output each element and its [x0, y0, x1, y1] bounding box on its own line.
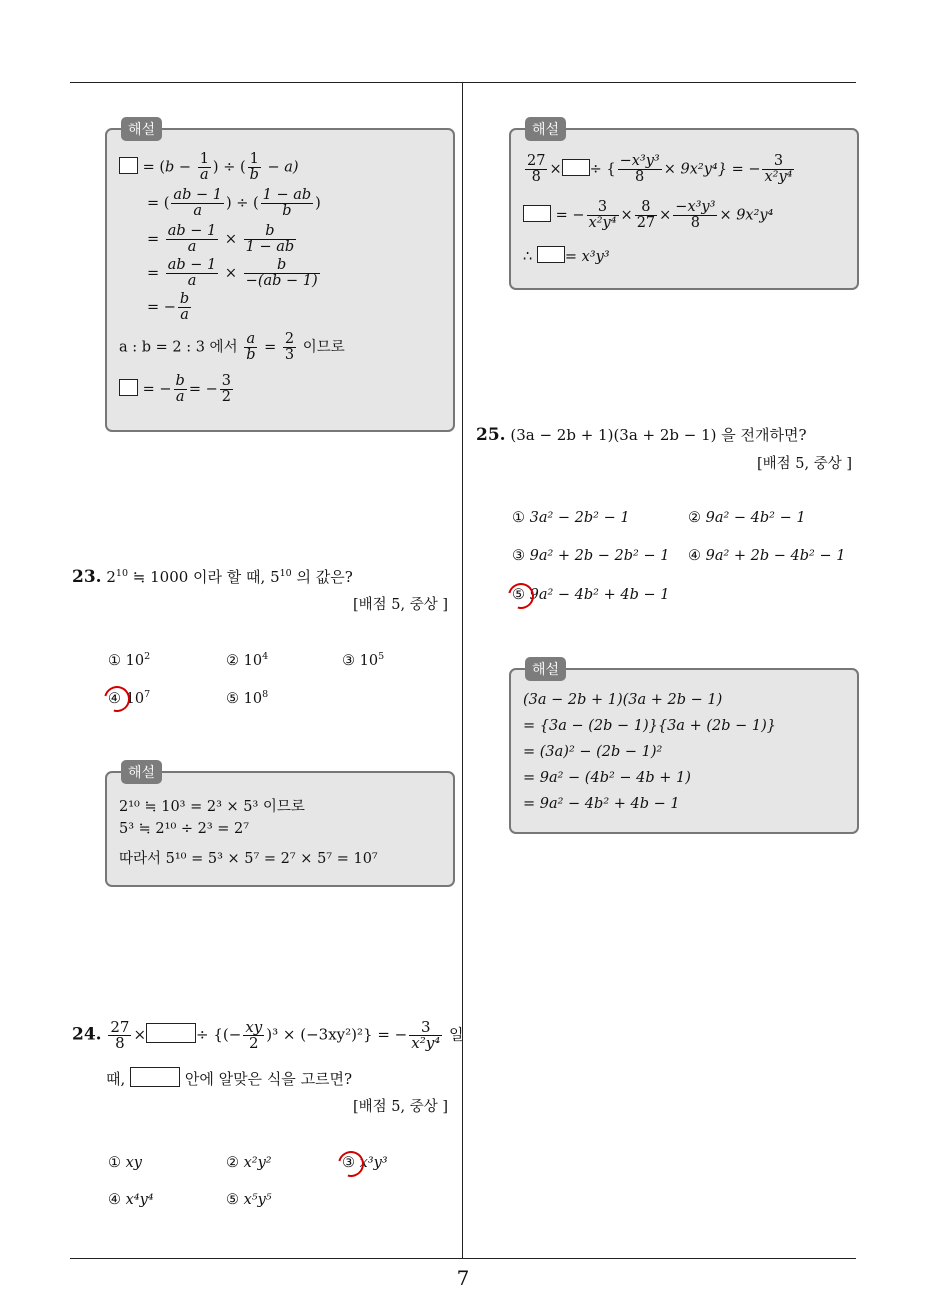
q25-sol-line3: = (3a)² − (2b − 1)² — [523, 744, 663, 760]
answer-box — [523, 205, 551, 222]
q23-sol-line2: 5³ ≒ 2¹⁰ ÷ 2³ = 2⁷ — [119, 821, 250, 837]
q24-option-1[interactable]: ① xy — [108, 1155, 142, 1171]
q24-sol-line2: = − $\frac{3}{\text{x²y⁴}}$ × $\frac{8}{27}$ × $\frac{\text{−x³y³}}{8}$ × 9x²y⁴ — [523, 200, 773, 231]
q23-score-level: [배점 5, 중상 ] — [352, 597, 448, 613]
fraction: $\frac{b}{a}$ — [175, 373, 185, 405]
fraction: $\frac{2}{3}$ — [284, 331, 295, 363]
question-number: 25. — [476, 425, 506, 445]
fraction: $\frac{1}{b}$ — [249, 151, 259, 183]
solution-box-q23 — [105, 765, 455, 887]
fraction: $\frac{b}{a}$ — [179, 291, 190, 323]
fraction: $\frac{3}{2}$ — [221, 373, 231, 405]
fraction: $\frac{\text{−x³y³}}{8}$ — [675, 199, 716, 231]
q22-sol-line6: a : b = 2 : 3 에서 $\frac{a}{b}$ = $\frac{2}{3}$ 이므로 — [119, 331, 345, 363]
question-number: 24. — [72, 1024, 102, 1045]
q22-sol-line5: = − $\frac{b}{a}$ — [147, 291, 190, 323]
q25-sol-line5: = 9a² − 4b² + 4b − 1 — [523, 796, 680, 812]
fraction: $\frac{ab - 1}{a}$ — [167, 223, 217, 255]
answer-blank — [146, 1023, 196, 1043]
q22-sol-line2: = ( $\frac{ab - 1}{a}$ ) ÷ ( $\frac{1 - ab}{b}$ ) — [147, 187, 321, 219]
fraction: $\frac{3}{\text{x²y⁴}}$ — [764, 153, 793, 185]
q25-prompt: 25. (3a − 2b + 1)(3a + 2b − 1) 을 전개하면? — [476, 425, 807, 445]
solution-box-q25 — [509, 662, 859, 834]
q25-option-2[interactable]: ② 9a² − 4b² − 1 — [688, 510, 806, 526]
q24-option-2[interactable]: ② x²y² — [226, 1155, 272, 1171]
q22-sol-line3: = $\frac{ab - 1}{a}$ × $\frac{b}{1 - ab}$ — [147, 223, 295, 255]
q25-option-4[interactable]: ④ 9a² + 2b − 4b² − 1 — [688, 548, 846, 564]
top-rule — [70, 82, 856, 83]
fraction: $\frac{b}{-(ab - 1)}$ — [245, 257, 318, 289]
q24-option-5[interactable]: ⑤ x⁵y⁵ — [226, 1192, 272, 1208]
solution-tag: 해설 — [525, 657, 566, 681]
fraction: $\frac{3}{\text{x²y⁴}}$ — [588, 199, 617, 231]
q25-score-level: [배점 5, 중상 ] — [756, 456, 852, 472]
column-divider — [462, 83, 463, 1258]
q24-score-level: [배점 5, 중상 ] — [352, 1099, 448, 1115]
fraction: $\frac{a}{b}$ — [246, 331, 256, 363]
answer-circle-mark — [333, 1146, 369, 1182]
fraction: $\frac{b}{1 - ab}$ — [245, 223, 295, 255]
solution-tag: 해설 — [121, 117, 162, 141]
q24-prompt-line1: 24. $\frac{27}{8}$ × ÷ {(− $\frac{xy}{2}$ )³ × (−3xy²)²} = − $\frac{3}{\text{x²y⁴}}$ 일 — [72, 1018, 464, 1052]
q25-sol-line1: (3a − 2b + 1)(3a + 2b − 1) — [523, 692, 723, 708]
question-number: 23. — [72, 567, 102, 587]
q22-sol-line7: = − $\frac{b}{a}$ = − $\frac{3}{2}$ — [119, 374, 235, 405]
q23-option-4[interactable]: ④ $10^7$ — [108, 689, 151, 707]
solution-box-q24 — [509, 122, 859, 290]
fraction: $\frac{1}{a}$ — [199, 151, 209, 183]
fraction: $\frac{3}{\text{x²y⁴}}$ — [411, 1018, 441, 1052]
page-number: 7 — [456, 1266, 470, 1290]
fraction: $\frac{ab - 1}{a}$ — [167, 257, 217, 289]
fraction: $\frac{\text{−x³y³}}{8}$ — [619, 153, 660, 185]
answer-box — [119, 379, 138, 396]
fraction: $\frac{1 - ab}{b}$ — [262, 187, 312, 219]
q23-option-2[interactable]: ② $10^4$ — [226, 651, 269, 669]
answer-circle-mark — [503, 578, 539, 614]
solution-box-q22 — [105, 122, 455, 432]
answer-box — [119, 157, 138, 174]
answer-box — [562, 159, 590, 176]
fraction: $\frac{27}{8}$ — [527, 153, 546, 185]
solution-tag: 해설 — [525, 117, 566, 141]
q23-option-1[interactable]: ① $10^2$ — [108, 651, 151, 669]
q23-sol-line1: 2¹⁰ ≒ 10³ = 2³ × 5³ 이므로 — [119, 799, 305, 815]
q24-option-4[interactable]: ④ x⁴y⁴ — [108, 1192, 154, 1208]
q25-option-3[interactable]: ③ 9a² + 2b − 2b² − 1 — [512, 548, 670, 564]
fraction: $\frac{8}{27}$ — [636, 199, 656, 231]
q25-sol-line4: = 9a² − (4b² − 4b + 1) — [523, 770, 691, 786]
q25-option-5[interactable]: ⑤ 9a² − 4b² + 4b − 1 — [512, 587, 670, 603]
answer-box — [537, 246, 565, 263]
q23-prompt: 23. $2^{10}$ ≒ 1000 이라 할 때, $5^{10}$ 의 값은? — [72, 567, 353, 587]
q23-option-3[interactable]: ③ $10^5$ — [342, 651, 385, 669]
q23-option-5[interactable]: ⑤ $10^8$ — [226, 689, 269, 707]
bottom-rule — [70, 1258, 856, 1259]
fraction: $\frac{ab - 1}{a}$ — [173, 187, 222, 219]
q22-sol-line4: = $\frac{ab - 1}{a}$ × $\frac{b}{-(ab - 1)}$ — [147, 257, 318, 289]
fraction: $\frac{27}{8}$ — [110, 1018, 130, 1052]
answer-blank — [130, 1067, 180, 1087]
q24-sol-line1: $\frac{27}{8}$ × ÷ { $\frac{\text{−x³y³}}{8}$ × 9x²y⁴} = − $\frac{3}{\text{x²y⁴}}$ — [527, 153, 793, 185]
fraction: $\frac{xy}{2}$ — [245, 1018, 263, 1052]
q25-sol-line2: = {3a − (2b − 1)}{3a + (2b − 1)} — [523, 718, 776, 734]
q24-sol-line3: ∴ = x³y³ — [523, 246, 610, 265]
q25-option-1[interactable]: ① 3a² − 2b² − 1 — [512, 510, 630, 526]
q22-sol-line1: = (b − $\frac{1}{a}$ ) ÷ ( $\frac{1}{b}$ − a) — [119, 152, 299, 183]
q24-prompt-line2: 때, 안에 알맞은 식을 고르면? — [106, 1067, 352, 1089]
answer-circle-mark — [99, 681, 135, 717]
q23-sol-line3: 따라서 5¹⁰ = 5³ × 5⁷ = 2⁷ × 5⁷ = 10⁷ — [119, 851, 378, 867]
q24-option-3[interactable]: ③ x³y³ — [342, 1155, 388, 1171]
solution-tag: 해설 — [121, 760, 162, 784]
